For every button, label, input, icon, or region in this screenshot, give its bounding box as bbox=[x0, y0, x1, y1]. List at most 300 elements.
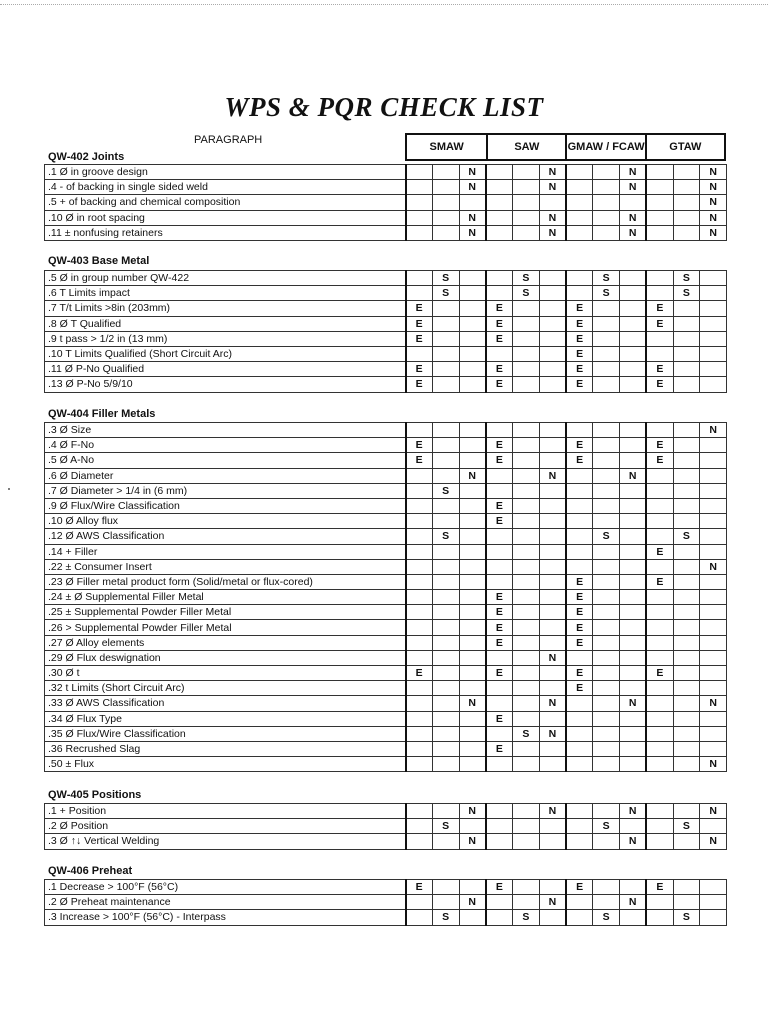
mark-cell bbox=[513, 804, 540, 819]
mark-cell: E bbox=[406, 301, 433, 316]
mark-cell bbox=[432, 804, 459, 819]
mark-cell bbox=[593, 438, 620, 453]
mark-cell bbox=[486, 650, 513, 665]
mark-cell bbox=[620, 483, 647, 498]
mark-cell bbox=[432, 834, 459, 849]
mark-cell bbox=[566, 895, 593, 910]
row-label: .1 Decrease > 100°F (56°C) bbox=[45, 880, 406, 895]
mark-cell bbox=[620, 286, 647, 301]
mark-cell bbox=[513, 453, 540, 468]
mark-cell bbox=[593, 498, 620, 513]
mark-cell bbox=[673, 804, 700, 819]
mark-cell bbox=[593, 635, 620, 650]
mark-cell bbox=[673, 696, 700, 711]
row-label: .7 Ø Diameter > 1/4 in (6 mm) bbox=[45, 483, 406, 498]
mark-cell: S bbox=[432, 286, 459, 301]
mark-cell bbox=[673, 301, 700, 316]
mark-cell bbox=[673, 726, 700, 741]
mark-cell bbox=[539, 620, 566, 635]
mark-cell bbox=[539, 880, 566, 895]
mark-cell bbox=[620, 605, 647, 620]
mark-cell bbox=[593, 346, 620, 361]
table-row bbox=[45, 741, 727, 756]
mark-cell: E bbox=[486, 620, 513, 635]
mark-cell bbox=[432, 423, 459, 438]
row-label: .32 t Limits (Short Circuit Arc) bbox=[45, 681, 406, 696]
mark-cell: E bbox=[646, 377, 673, 392]
row-label: .33 Ø AWS Classification bbox=[45, 696, 406, 711]
row-label: .2 Ø Preheat maintenance bbox=[45, 895, 406, 910]
mark-cell: E bbox=[646, 544, 673, 559]
row-label: .4 - of backing in single sided weld bbox=[45, 180, 406, 195]
row-label: .30 Ø t bbox=[45, 666, 406, 681]
mark-cell bbox=[646, 620, 673, 635]
mark-cell: E bbox=[406, 362, 433, 377]
mark-cell bbox=[406, 650, 433, 665]
mark-cell bbox=[432, 225, 459, 240]
mark-cell bbox=[432, 346, 459, 361]
mark-cell bbox=[432, 741, 459, 756]
row-label: .35 Ø Flux/Wire Classification bbox=[45, 726, 406, 741]
mark-cell bbox=[539, 574, 566, 589]
mark-cell bbox=[432, 895, 459, 910]
mark-cell: N bbox=[700, 180, 727, 195]
mark-cell: N bbox=[700, 559, 727, 574]
mark-cell bbox=[513, 210, 540, 225]
mark-cell bbox=[459, 635, 486, 650]
mark-cell bbox=[673, 757, 700, 772]
section-title: QW-405 Positions bbox=[48, 789, 142, 801]
mark-cell bbox=[513, 650, 540, 665]
mark-cell: E bbox=[406, 331, 433, 346]
table-row bbox=[45, 529, 727, 544]
mark-cell: E bbox=[646, 880, 673, 895]
mark-cell bbox=[700, 819, 727, 834]
mark-cell bbox=[673, 605, 700, 620]
mark-cell: E bbox=[406, 666, 433, 681]
table-row bbox=[45, 559, 727, 574]
row-label: .6 Ø Diameter bbox=[45, 468, 406, 483]
mark-cell bbox=[646, 331, 673, 346]
mark-cell: N bbox=[539, 804, 566, 819]
mark-cell bbox=[566, 559, 593, 574]
mark-cell bbox=[646, 498, 673, 513]
mark-cell bbox=[646, 726, 673, 741]
mark-cell bbox=[406, 726, 433, 741]
row-label: .3 Ø Size bbox=[45, 423, 406, 438]
mark-cell bbox=[593, 574, 620, 589]
mark-cell: N bbox=[539, 895, 566, 910]
mark-cell bbox=[620, 741, 647, 756]
scan-speck bbox=[8, 488, 10, 490]
mark-cell: N bbox=[620, 696, 647, 711]
mark-cell: E bbox=[486, 362, 513, 377]
mark-cell bbox=[673, 468, 700, 483]
mark-cell: N bbox=[700, 696, 727, 711]
mark-cell: S bbox=[673, 529, 700, 544]
mark-cell bbox=[593, 650, 620, 665]
mark-cell bbox=[566, 514, 593, 529]
mark-cell bbox=[406, 681, 433, 696]
mark-cell bbox=[539, 453, 566, 468]
mark-cell bbox=[486, 681, 513, 696]
mark-cell bbox=[646, 210, 673, 225]
mark-cell bbox=[646, 895, 673, 910]
mark-cell bbox=[486, 225, 513, 240]
mark-cell bbox=[539, 286, 566, 301]
mark-cell bbox=[566, 165, 593, 180]
mark-cell bbox=[700, 574, 727, 589]
mark-cell bbox=[539, 195, 566, 210]
mark-cell bbox=[593, 544, 620, 559]
mark-cell bbox=[646, 271, 673, 286]
mark-cell bbox=[459, 544, 486, 559]
mark-cell bbox=[406, 574, 433, 589]
mark-cell bbox=[513, 165, 540, 180]
table-row bbox=[45, 834, 727, 849]
mark-cell bbox=[513, 666, 540, 681]
row-label: .23 Ø Filler metal product form (Solid/metal or flux-cored) bbox=[45, 574, 406, 589]
row-label: .27 Ø Alloy elements bbox=[45, 635, 406, 650]
mark-cell bbox=[673, 483, 700, 498]
mark-cell bbox=[566, 225, 593, 240]
mark-cell bbox=[673, 666, 700, 681]
mark-cell bbox=[646, 483, 673, 498]
mark-cell bbox=[486, 195, 513, 210]
mark-cell bbox=[700, 666, 727, 681]
mark-cell bbox=[593, 804, 620, 819]
mark-cell bbox=[593, 331, 620, 346]
row-label: .5 Ø A-No bbox=[45, 453, 406, 468]
mark-cell bbox=[593, 362, 620, 377]
mark-cell bbox=[406, 180, 433, 195]
mark-cell bbox=[593, 210, 620, 225]
table-row bbox=[45, 286, 727, 301]
mark-cell bbox=[593, 316, 620, 331]
mark-cell: N bbox=[459, 468, 486, 483]
mark-cell bbox=[700, 316, 727, 331]
mark-cell bbox=[432, 331, 459, 346]
mark-cell bbox=[432, 453, 459, 468]
mark-cell: E bbox=[486, 514, 513, 529]
mark-cell: N bbox=[700, 423, 727, 438]
row-label: .50 ± Flux bbox=[45, 757, 406, 772]
mark-cell bbox=[620, 453, 647, 468]
mark-cell bbox=[700, 895, 727, 910]
mark-cell bbox=[620, 880, 647, 895]
mark-cell bbox=[593, 483, 620, 498]
row-label: .10 Ø Alloy flux bbox=[45, 514, 406, 529]
mark-cell bbox=[673, 423, 700, 438]
mark-cell bbox=[513, 544, 540, 559]
mark-cell bbox=[673, 514, 700, 529]
mark-cell bbox=[700, 301, 727, 316]
mark-cell bbox=[406, 225, 433, 240]
mark-cell: N bbox=[700, 195, 727, 210]
table-row bbox=[45, 650, 727, 665]
mark-cell bbox=[673, 681, 700, 696]
row-label: .22 ± Consumer Insert bbox=[45, 559, 406, 574]
mark-cell bbox=[486, 834, 513, 849]
mark-cell bbox=[646, 635, 673, 650]
mark-cell bbox=[459, 666, 486, 681]
mark-cell bbox=[593, 834, 620, 849]
mark-cell bbox=[486, 696, 513, 711]
mark-cell bbox=[566, 819, 593, 834]
mark-cell bbox=[593, 666, 620, 681]
mark-cell bbox=[486, 271, 513, 286]
mark-cell: S bbox=[432, 819, 459, 834]
mark-cell bbox=[673, 165, 700, 180]
mark-cell bbox=[673, 574, 700, 589]
mark-cell bbox=[646, 804, 673, 819]
mark-cell bbox=[432, 666, 459, 681]
mark-cell: E bbox=[486, 605, 513, 620]
mark-cell bbox=[406, 544, 433, 559]
mark-cell bbox=[539, 544, 566, 559]
table-row bbox=[45, 757, 727, 772]
mark-cell: E bbox=[406, 438, 433, 453]
mark-cell bbox=[432, 544, 459, 559]
mark-cell bbox=[646, 910, 673, 925]
mark-cell bbox=[539, 910, 566, 925]
mark-cell bbox=[432, 711, 459, 726]
mark-cell bbox=[486, 757, 513, 772]
mark-cell bbox=[459, 286, 486, 301]
row-label: .26 > Supplemental Powder Filler Metal bbox=[45, 620, 406, 635]
mark-cell bbox=[566, 757, 593, 772]
mark-cell bbox=[486, 804, 513, 819]
mark-cell: N bbox=[620, 210, 647, 225]
mark-cell bbox=[700, 605, 727, 620]
mark-cell bbox=[646, 696, 673, 711]
mark-cell bbox=[406, 514, 433, 529]
mark-cell: S bbox=[432, 483, 459, 498]
mark-cell bbox=[593, 195, 620, 210]
mark-cell bbox=[620, 635, 647, 650]
table-row bbox=[45, 590, 727, 605]
mark-cell: E bbox=[486, 880, 513, 895]
mark-cell: N bbox=[459, 165, 486, 180]
mark-cell bbox=[593, 514, 620, 529]
mark-cell: S bbox=[513, 910, 540, 925]
mark-cell bbox=[700, 468, 727, 483]
mark-cell bbox=[646, 514, 673, 529]
mark-cell bbox=[646, 195, 673, 210]
mark-cell: N bbox=[620, 834, 647, 849]
mark-cell bbox=[513, 529, 540, 544]
mark-cell: N bbox=[459, 834, 486, 849]
mark-cell bbox=[432, 681, 459, 696]
mark-cell bbox=[459, 271, 486, 286]
mark-cell bbox=[432, 696, 459, 711]
section-table bbox=[44, 803, 727, 850]
mark-cell bbox=[459, 362, 486, 377]
mark-cell: N bbox=[700, 757, 727, 772]
mark-cell bbox=[513, 316, 540, 331]
mark-cell bbox=[646, 165, 673, 180]
mark-cell bbox=[620, 377, 647, 392]
mark-cell: E bbox=[566, 681, 593, 696]
mark-cell bbox=[700, 635, 727, 650]
mark-cell bbox=[620, 438, 647, 453]
section-title: QW-402 Joints bbox=[48, 151, 125, 163]
mark-cell: E bbox=[486, 498, 513, 513]
table-row bbox=[45, 377, 727, 392]
mark-cell bbox=[513, 696, 540, 711]
table-row bbox=[45, 165, 727, 180]
mark-cell bbox=[700, 377, 727, 392]
mark-cell: E bbox=[486, 453, 513, 468]
mark-cell bbox=[459, 498, 486, 513]
mark-cell bbox=[673, 620, 700, 635]
mark-cell bbox=[593, 726, 620, 741]
row-label: .5 Ø in group number QW-422 bbox=[45, 271, 406, 286]
mark-cell bbox=[593, 468, 620, 483]
mark-cell: N bbox=[620, 804, 647, 819]
mark-cell: E bbox=[406, 316, 433, 331]
mark-cell bbox=[406, 834, 433, 849]
scan-edge-line bbox=[0, 4, 768, 5]
mark-cell bbox=[566, 468, 593, 483]
mark-cell: N bbox=[459, 210, 486, 225]
mark-cell bbox=[539, 301, 566, 316]
mark-cell bbox=[513, 590, 540, 605]
paragraph-label: PARAGRAPH bbox=[194, 134, 263, 146]
process-gtaw: GTAW bbox=[645, 135, 724, 159]
mark-cell bbox=[406, 757, 433, 772]
mark-cell bbox=[513, 620, 540, 635]
mark-cell bbox=[673, 650, 700, 665]
mark-cell bbox=[459, 331, 486, 346]
mark-cell bbox=[620, 650, 647, 665]
mark-cell bbox=[673, 346, 700, 361]
mark-cell: E bbox=[566, 316, 593, 331]
mark-cell: E bbox=[646, 301, 673, 316]
mark-cell bbox=[700, 590, 727, 605]
process-gmaw-fcaw: GMAW / FCAW bbox=[565, 135, 644, 159]
mark-cell bbox=[406, 195, 433, 210]
mark-cell bbox=[513, 711, 540, 726]
table-row bbox=[45, 423, 727, 438]
mark-cell bbox=[432, 210, 459, 225]
mark-cell: N bbox=[539, 165, 566, 180]
mark-cell bbox=[646, 423, 673, 438]
mark-cell bbox=[459, 423, 486, 438]
mark-cell: E bbox=[646, 438, 673, 453]
row-label: .4 Ø F-No bbox=[45, 438, 406, 453]
mark-cell bbox=[513, 180, 540, 195]
mark-cell bbox=[620, 910, 647, 925]
mark-cell: E bbox=[566, 362, 593, 377]
mark-cell: S bbox=[593, 819, 620, 834]
mark-cell bbox=[539, 819, 566, 834]
table-row bbox=[45, 362, 727, 377]
mark-cell bbox=[593, 757, 620, 772]
mark-cell: E bbox=[406, 377, 433, 392]
mark-cell bbox=[700, 362, 727, 377]
row-label: .11 Ø P-No Qualified bbox=[45, 362, 406, 377]
mark-cell bbox=[620, 544, 647, 559]
mark-cell: E bbox=[486, 438, 513, 453]
mark-cell bbox=[566, 286, 593, 301]
mark-cell bbox=[432, 165, 459, 180]
mark-cell bbox=[566, 423, 593, 438]
mark-cell bbox=[432, 605, 459, 620]
mark-cell bbox=[432, 180, 459, 195]
mark-cell bbox=[486, 180, 513, 195]
mark-cell: E bbox=[486, 635, 513, 650]
table-row bbox=[45, 483, 727, 498]
mark-cell bbox=[673, 880, 700, 895]
mark-cell: E bbox=[486, 301, 513, 316]
mark-cell bbox=[406, 895, 433, 910]
table-row bbox=[45, 910, 727, 925]
mark-cell bbox=[566, 726, 593, 741]
mark-cell bbox=[513, 681, 540, 696]
mark-cell bbox=[459, 453, 486, 468]
mark-cell bbox=[539, 331, 566, 346]
mark-cell bbox=[539, 681, 566, 696]
mark-cell bbox=[539, 666, 566, 681]
mark-cell bbox=[673, 635, 700, 650]
mark-cell bbox=[406, 468, 433, 483]
table-row bbox=[45, 301, 727, 316]
mark-cell bbox=[700, 346, 727, 361]
mark-cell bbox=[486, 895, 513, 910]
mark-cell bbox=[459, 529, 486, 544]
mark-cell: N bbox=[700, 834, 727, 849]
mark-cell bbox=[539, 559, 566, 574]
mark-cell bbox=[673, 331, 700, 346]
mark-cell bbox=[513, 741, 540, 756]
mark-cell bbox=[620, 681, 647, 696]
mark-cell bbox=[486, 468, 513, 483]
mark-cell bbox=[700, 620, 727, 635]
mark-cell: E bbox=[406, 880, 433, 895]
mark-cell bbox=[593, 590, 620, 605]
mark-cell bbox=[459, 590, 486, 605]
row-label: .11 ± nonfusing retainers bbox=[45, 225, 406, 240]
mark-cell bbox=[593, 711, 620, 726]
mark-cell: N bbox=[459, 895, 486, 910]
mark-cell bbox=[513, 559, 540, 574]
mark-cell bbox=[486, 819, 513, 834]
mark-cell bbox=[539, 346, 566, 361]
mark-cell bbox=[700, 483, 727, 498]
mark-cell bbox=[646, 286, 673, 301]
mark-cell bbox=[406, 346, 433, 361]
mark-cell bbox=[620, 620, 647, 635]
mark-cell bbox=[432, 590, 459, 605]
mark-cell bbox=[646, 559, 673, 574]
mark-cell: N bbox=[620, 165, 647, 180]
mark-cell bbox=[593, 225, 620, 240]
mark-cell bbox=[539, 635, 566, 650]
mark-cell bbox=[432, 316, 459, 331]
mark-cell bbox=[700, 514, 727, 529]
mark-cell: E bbox=[486, 666, 513, 681]
row-label: .36 Recrushed Slag bbox=[45, 741, 406, 756]
mark-cell bbox=[646, 590, 673, 605]
mark-cell: E bbox=[486, 331, 513, 346]
table-row bbox=[45, 804, 727, 819]
row-label: .2 Ø Position bbox=[45, 819, 406, 834]
row-label: .1 Ø in groove design bbox=[45, 165, 406, 180]
mark-cell bbox=[673, 180, 700, 195]
mark-cell bbox=[566, 195, 593, 210]
table-row bbox=[45, 316, 727, 331]
